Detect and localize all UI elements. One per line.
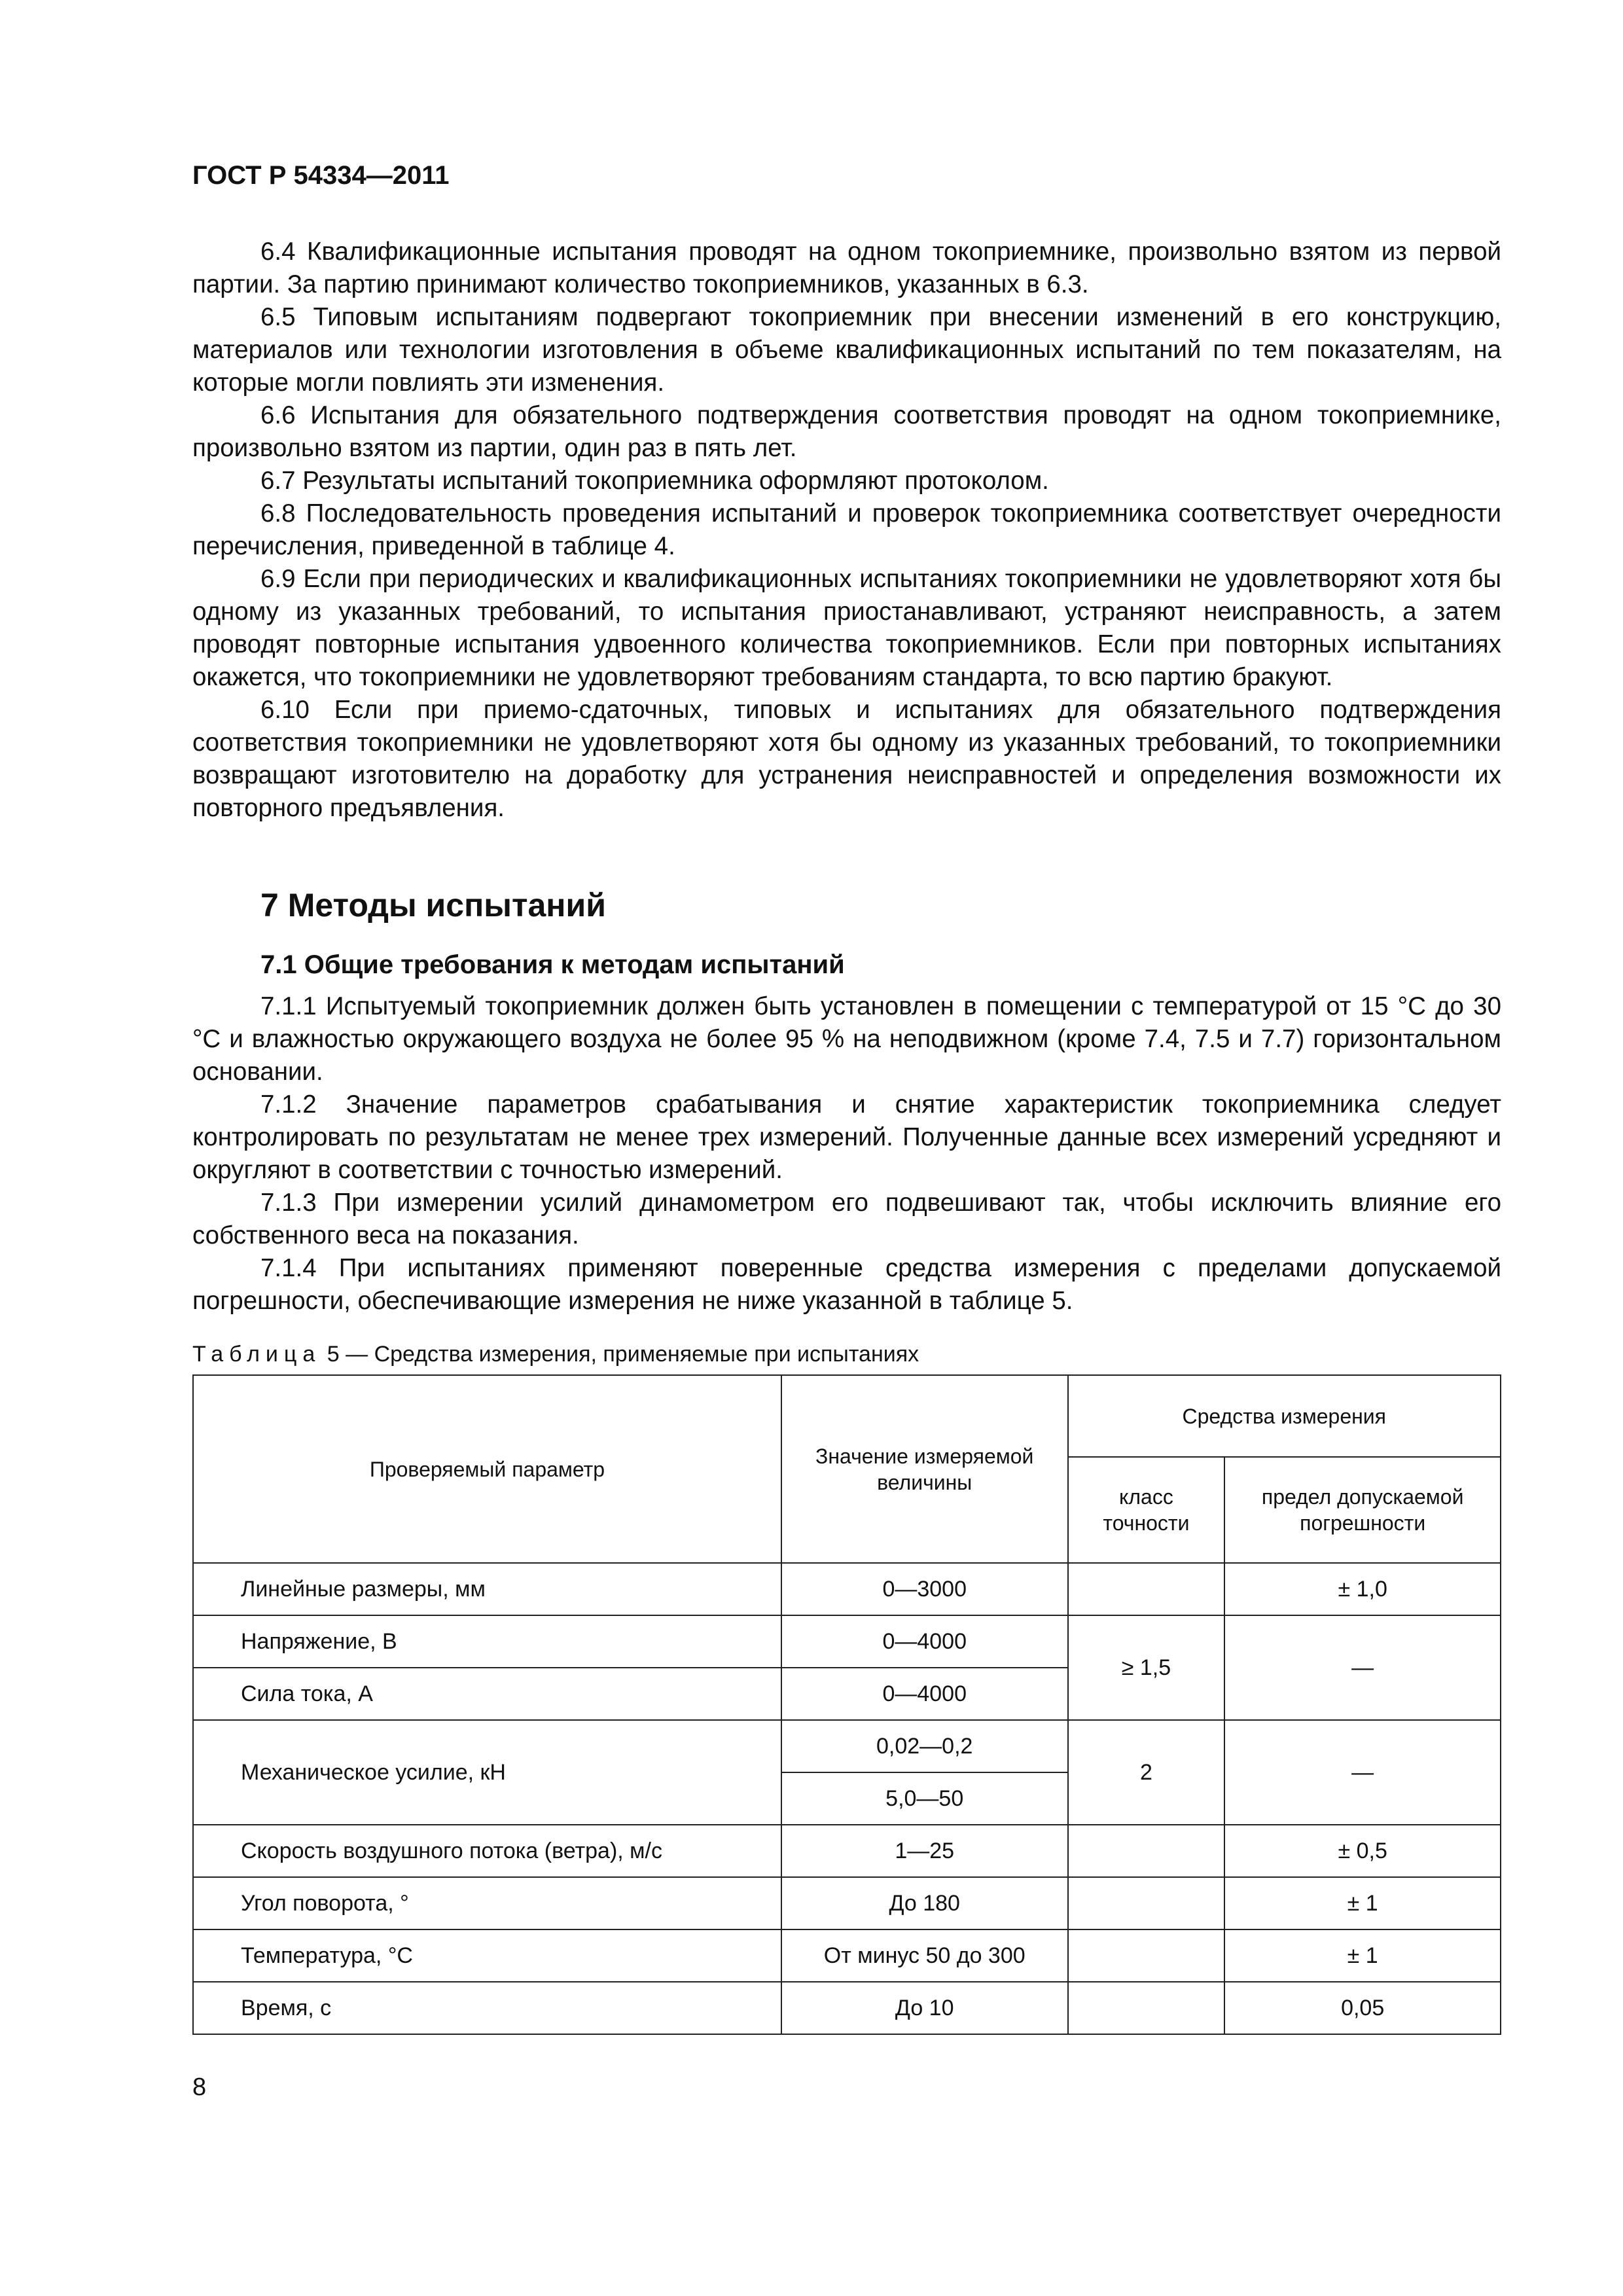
paragraph-7-1-2: 7.1.2 Значение параметров срабатывания и снятие характеристик токоприемника следует контролировать по результатам не менее трех измерений. Полученные данные всех измерений усредняют и округляют в соответствии с точностью измерений. — [192, 1090, 1501, 1184]
document-code: ГОСТ Р 54334—2011 — [192, 161, 450, 190]
cell-param: Скорость воздушного потока (ветра), м/с — [193, 1825, 781, 1877]
cell-param: Сила тока, А — [193, 1668, 781, 1720]
cell-value: До 180 — [781, 1877, 1068, 1929]
cell-error: — — [1224, 1720, 1501, 1825]
cell-error: ± 0,5 — [1224, 1825, 1501, 1877]
cell-param: Угол поворота, ° — [193, 1877, 781, 1929]
cell-class — [1068, 1825, 1225, 1877]
cell-param: Температура, °С — [193, 1929, 781, 1982]
cell-error: 0,05 — [1224, 1982, 1501, 2034]
cell-value: 0—3000 — [781, 1563, 1068, 1615]
cell-value: 0—4000 — [781, 1615, 1068, 1668]
paragraph-6-6: 6.6 Испытания для обязательного подтверждения соответствия проводят на одном токоприемнике, произвольно взятом из партии, один раз в пять лет. — [192, 401, 1501, 462]
paragraph-7-1-3: 7.1.3 При измерении усилий динамометром его подвешивают так, чтобы исключить влияние его собственного веса на показания. — [192, 1189, 1501, 1249]
table-row — [193, 1563, 1501, 1615]
cell-error: ± 1 — [1224, 1877, 1501, 1929]
cell-param: Линейные размеры, мм — [193, 1563, 781, 1615]
cell-class — [1068, 1877, 1225, 1929]
page-number: 8 — [192, 2073, 207, 2101]
cell-value: 0—4000 — [781, 1668, 1068, 1720]
section-title: 7 Методы испытаний — [260, 887, 606, 924]
cell-class: 2 — [1068, 1720, 1225, 1825]
cell-param: Время, с — [193, 1982, 781, 2034]
cell-value: 1—25 — [781, 1825, 1068, 1877]
table-row — [193, 1615, 1501, 1668]
header-param: Проверяемый параметр — [193, 1375, 781, 1563]
cell-value: 5,0—50 — [781, 1772, 1068, 1825]
paragraph-6-7: 6.7 Результаты испытаний токоприемника оформляют протоколом. — [260, 467, 1049, 495]
cell-value: До 10 — [781, 1982, 1068, 2034]
cell-error: — — [1224, 1615, 1501, 1720]
cell-param: Механическое усилие, кН — [193, 1720, 781, 1825]
cell-class: ≥ 1,5 — [1068, 1615, 1225, 1720]
section-6-text — [192, 236, 1501, 825]
measurement-means-table — [192, 1374, 1501, 2035]
cell-param: Напряжение, В — [193, 1615, 781, 1668]
table-row — [193, 1825, 1501, 1877]
paragraph-6-4: 6.4 Квалификационные испытания проводят на одном токоприемнике, произвольно взятом из первой партии. За партию принимают количество токоприемников, указанных в 6.3. — [192, 238, 1501, 298]
cell-value: От минус 50 до 300 — [781, 1929, 1068, 1982]
paragraph-7-1-1: 7.1.1 Испытуемый токоприемник должен быть установлен в помещении с температурой от 15 °С до 30 °С и влажностью окружающего воздуха не более 95 % на неподвижном (кроме 7.4, 7.5 и 7.7) горизонтальном основании. — [192, 992, 1501, 1086]
header-error-limit: предел допускаемой погрешности — [1224, 1457, 1501, 1563]
cell-class — [1068, 1563, 1225, 1615]
paragraph-6-10: 6.10 Если при приемо-сдаточных, типовых и испытаниях для обязательного подтверждения соответствия токоприемники не удовлетворяют хотя бы одному из указанных требований, то токоприемники возвращают изготовителю на доработку для устранения неисправностей и определения возможности их повторного предъявления. — [192, 696, 1501, 822]
paragraph-6-8: 6.8 Последовательность проведения испытаний и проверок токоприемника соответствует очередности перечисления, приведенной в таблице 4. — [192, 499, 1501, 560]
cell-class — [1068, 1929, 1225, 1982]
table-row — [193, 1720, 1501, 1772]
header-value: Значение измеряемой величины — [781, 1375, 1068, 1563]
section-7-1-text — [192, 990, 1501, 1318]
cell-class — [1068, 1982, 1225, 2034]
subsection-title: 7.1 Общие требования к методам испытаний — [260, 950, 845, 979]
paragraph-6-5: 6.5 Типовым испытаниям подвергают токоприемник при внесении изменений в его конструкцию, материалов или технологии изготовления в объеме квалификационных испытаний по тем показателям, на которые могли повлиять эти изменения. — [192, 303, 1501, 397]
table-caption — [192, 1342, 919, 1367]
paragraph-6-9: 6.9 Если при периодических и квалификационных испытаниях токоприемники не удовлетворяют хотя бы одному из указанных требований, то испытания приостанавливают, устраняют неисправность, а затем проводят повторные испытания удвоенного количества токоприемников. Если при повторных испытаниях окажется, что токоприемники не удовлетворяют требованиям стандарта, то всю партию бракуют. — [192, 565, 1501, 691]
cell-error: ± 1,0 — [1224, 1563, 1501, 1615]
table-row — [193, 1877, 1501, 1929]
paragraph-7-1-4: 7.1.4 При испытаниях применяют поверенные средства измерения с пределами допускаемой погрешности, обеспечивающие измерения не ниже указанной в таблице 5. — [192, 1254, 1501, 1315]
table-caption-text: 5 — Средства измерения, применяемые при испытаниях — [327, 1342, 919, 1367]
cell-value: 0,02—0,2 — [781, 1720, 1068, 1772]
table-caption-label: Таблица — [192, 1342, 321, 1367]
table-row — [193, 1982, 1501, 2034]
header-means: Средства измерения — [1068, 1375, 1501, 1457]
cell-error: ± 1 — [1224, 1929, 1501, 1982]
table-row — [193, 1929, 1501, 1982]
header-accuracy-class: класс точности — [1068, 1457, 1225, 1563]
